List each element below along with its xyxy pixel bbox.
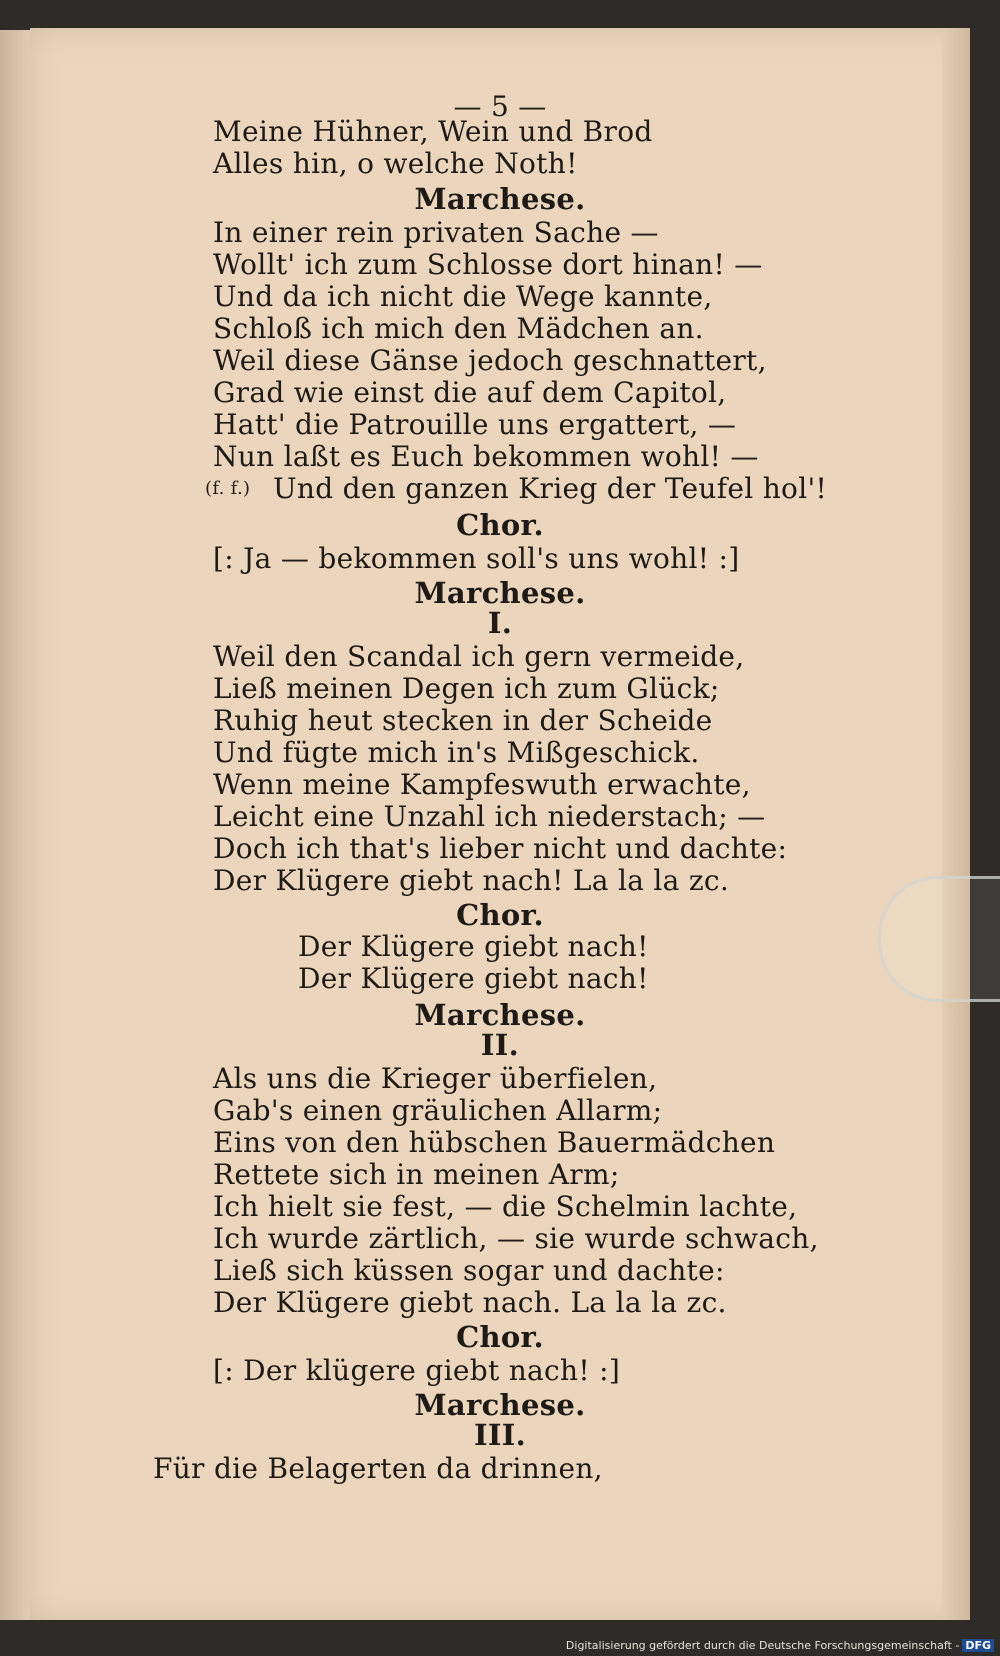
verse-text: Als uns die Krieger überfielen, (213, 1062, 658, 1095)
speaker-heading: Marchese. (414, 576, 586, 610)
speaker-heading: III. (474, 1418, 526, 1452)
verse-line (213, 640, 745, 673)
footer-text: Digitalisierung gefördert durch die Deutsche Forschungsgemeinschaft - (565, 1639, 960, 1652)
verse-line (213, 542, 739, 575)
verse-text: [: Der klügere giebt nach! :] (213, 1354, 621, 1387)
verse-line (213, 344, 767, 377)
verse-line (213, 408, 736, 441)
verse-text: Weil den Scandal ich gern vermeide, (213, 640, 745, 673)
page-number: — 5 — (453, 90, 547, 123)
page-clip (878, 876, 1000, 1002)
footer-credit (566, 1639, 994, 1652)
verse-text: Wenn meine Kampfeswuth erwachte, (213, 768, 751, 801)
verse-line (213, 147, 578, 180)
verse-text: Hatt' die Patrouille uns ergattert, — (213, 408, 737, 441)
verse-line (213, 1094, 662, 1127)
verse-text: Doch ich that's lieber nicht und dachte: (213, 832, 788, 865)
speaker-heading: Marchese. (414, 182, 586, 216)
verse-line (298, 930, 649, 963)
verse-line (213, 1126, 775, 1159)
verse-line (298, 962, 649, 995)
verse-text: Nun laßt es Euch bekommen wohl! — (213, 440, 759, 473)
speaker-heading: Chor. (456, 508, 544, 542)
speaker-heading: Chor. (456, 898, 544, 932)
verse-text: Ließ sich küssen sogar und dachte: (213, 1254, 725, 1287)
verse-text: In einer rein privaten Sache — (213, 216, 659, 249)
verse-text: Leicht eine Unzahl ich niederstach; — (213, 800, 766, 833)
verse-text: Für die Belagerten da drinnen, (153, 1452, 603, 1485)
verse-text: Ruhig heut stecken in der Scheide (213, 704, 713, 737)
verse-text: Meine Hühner, Wein und Brod (213, 115, 653, 148)
verse-line (213, 1286, 727, 1319)
verse-text: Eins von den hübschen Bauermädchen (213, 1126, 776, 1159)
verse-line (213, 248, 763, 281)
verse-line (213, 800, 765, 833)
verse-line (213, 216, 659, 249)
verse-text: [: Ja — bekommen soll's uns wohl! :] (213, 542, 740, 575)
verse-line (213, 832, 787, 865)
speaker-heading: Marchese. (414, 998, 586, 1032)
dfg-logo: DFG (962, 1639, 994, 1652)
verse-line (213, 864, 729, 897)
verse-text: Grad wie einst die auf dem Capitol, (213, 376, 727, 409)
verse-text: Und fügte mich in's Mißgeschick. (213, 736, 700, 769)
verse-text: Weil diese Gänse jedoch geschnattert, (213, 344, 767, 377)
verse-line (213, 1190, 797, 1223)
verse-text: Der Klügere giebt nach! (298, 962, 649, 995)
speaker-heading: Marchese. (414, 1388, 586, 1422)
stage-direction: (f. f.) (205, 478, 251, 499)
verse-line (213, 376, 727, 409)
verse-text: Gab's einen gräulichen Allarm; (213, 1094, 663, 1127)
verse-text: Ich wurde zärtlich, — sie wurde schwach, (213, 1222, 819, 1255)
page-text (30, 28, 970, 1620)
verse-text: Rettete sich in meinen Arm; (213, 1158, 620, 1191)
verse-line (213, 440, 759, 473)
verse-line (153, 1452, 603, 1485)
verse-text: Ich hielt sie fest, — die Schelmin lachte, (213, 1190, 798, 1223)
verse-line (213, 1158, 620, 1191)
verse-text: Und den ganzen Krieg der Teufel hol'! (273, 472, 828, 505)
verse-line (213, 736, 700, 769)
verse-text: Der Klügere giebt nach! La la la zc. (213, 864, 730, 897)
verse-text: Und da ich nicht die Wege kannte, (213, 280, 713, 313)
verse-line (213, 768, 751, 801)
speaker-heading: II. (480, 1028, 520, 1062)
verse-line (205, 472, 828, 505)
verse-line (213, 280, 713, 313)
verse-text: Der Klügere giebt nach. La la la zc. (213, 1286, 727, 1319)
verse-line (213, 1222, 819, 1255)
verse-text: Schloß ich mich den Mädchen an. (213, 312, 704, 345)
verse-line (213, 704, 713, 737)
verse-line (213, 1254, 725, 1287)
verse-text: Alles hin, o welche Noth! (213, 147, 578, 180)
verse-text: Ließ meinen Degen ich zum Glück; (213, 672, 720, 705)
verse-line (213, 115, 653, 148)
verse-text: Der Klügere giebt nach! (298, 930, 649, 963)
verse-line (213, 672, 720, 705)
speaker-heading: I. (487, 606, 513, 640)
verse-line (213, 1354, 620, 1387)
book-page (30, 28, 970, 1620)
verse-text: Wollt' ich zum Schlosse dort hinan! — (213, 248, 763, 281)
speaker-heading: Chor. (456, 1320, 544, 1354)
verse-line (213, 312, 704, 345)
verse-line (213, 1062, 657, 1095)
